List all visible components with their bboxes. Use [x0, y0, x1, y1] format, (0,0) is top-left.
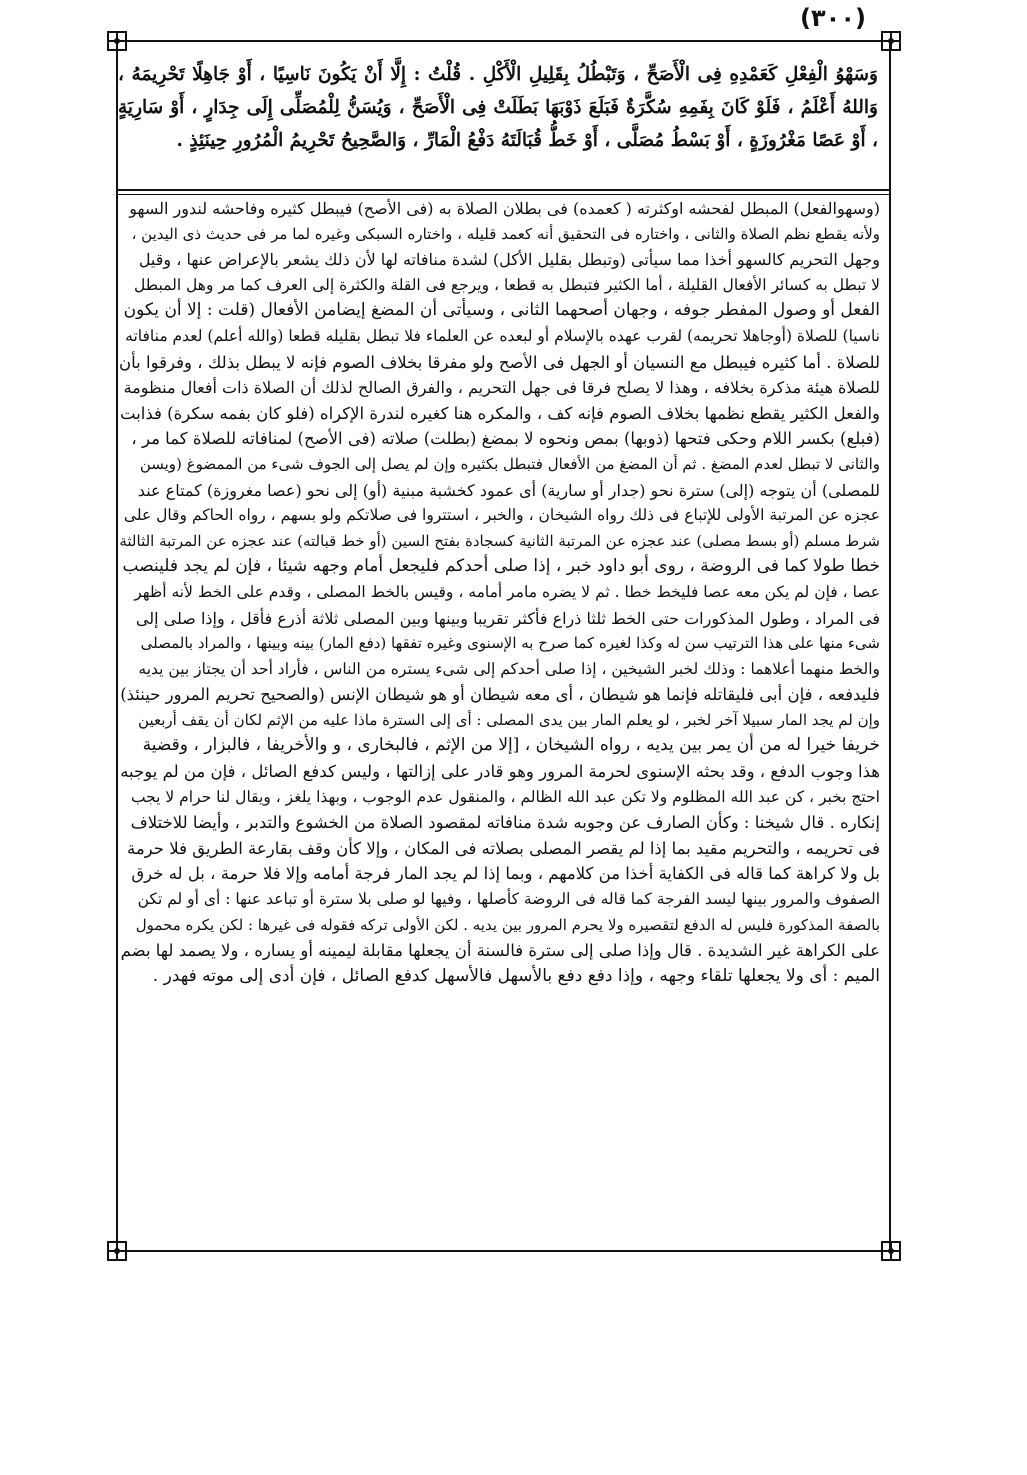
corner-ornament-icon — [880, 30, 902, 52]
commentary-line: فى المراد ، وطول المذكورات حتى الخط ثلثا ذراع فأكثر تقريبا وبينها وبين المصلى ثلاثة أذرع فأقل ، وإذا صلى إلى — [135, 608, 880, 628]
matn-divider-line-2 — [116, 194, 891, 195]
commentary-line: للصلاة . أما كثيره فيبطل مع النسيان أو الجهل فى الأصح ولو مفرقا بخلاف الصوم فإنه لا يبطل بذلك ، وفرقوا بأن — [119, 352, 880, 372]
commentary-line: والثانى لا تبطل لعدم المضغ . ثم أن المضغ من الأفعال فتبطل بكثيره وإن لم يصل إلى الجوف شىء من الممضوغ (ويسن — [139, 454, 880, 473]
commentary-line: الصفوف والمرور بينها ليسد الفرجة كما قاله فى الروضة كأصلها ، وفيها لو صلى بلا سترة أو تباعد عنها : أى أو لم تكن — [137, 890, 880, 909]
commentary-line: للمصلى) أن يتوجه (إلى) سترة نحو (جدار أو سارية) أى عمود كخشبة مبنية (أو) إلى نحو (عصا مغروزة) كمتاع عند — [137, 480, 880, 500]
matn-divider-line-1 — [116, 189, 891, 191]
sharh-commentary — [118, 196, 880, 1236]
commentary-line: بل ولا كراهة كما قاله فى الكفاية أخذا من كلامهم ، وبما إذا لم يجد المار فرجة أمامه وإلا فلا حرمة ، بل له خرق — [131, 864, 880, 884]
commentary-line: خريفا خيرا له من أن يمر بين يديه ، رواه الشيخان ، [إلا من الإثم ، فالبخارى ، و والأخريفا ، فالبزار ، وقضية — [142, 735, 880, 756]
frame-bottom-line — [116, 1250, 891, 1252]
commentary-line: فليدفعه ، فإن أبى فليقاتله فإنما هو شيطان ، أى معه شيطان أو هو شيطان الإنس (والصحيح تحريم المرور حينئذ) — [120, 685, 880, 705]
commentary-line: والخط منهما أعلاهما : وذلك لخبر الشيخين ، إذا صلى أحدكم إلى شىء يستره من الناس ، فأراد أحد أن يجتاز بين يديه — [138, 659, 880, 678]
commentary-line: على الكراهة غير الشديدة . قال وإذا صلى إلى سترة فالسنة أن يجعلها مقابلة ليمينه أو يساره ، ولا يصمد لها بضم — [120, 941, 880, 961]
commentary-line: خطا طولا كما فى الروضة ، روى أبو داود خبر ، إذا صلى أحدكم فليجعل أمام وجهه شيئا ، فإن لم يجد فلينصب — [122, 556, 880, 577]
frame-top-line — [116, 40, 891, 42]
commentary-line: عجزه عن المرتبة الأولى للإتباع فى ذلك رواه الشيخان ، والخبر ، استتروا فى صلاتكم ولو بسهم ، رواه الحاكم وقال على — [123, 506, 880, 525]
commentary-line: (وسهوالفعل) المبطل لفحشه اوكثرته ( كعمده) فى بطلان الصلاة به (فى الأصح) فيبطل كثيره وفاحشه لندور السهو — [129, 199, 880, 218]
commentary-line: لا تبطل به كسائر الأفعال القليلة ، أما الكثير فتبطل به قطعا ، ويرجع فى القلة والكثرة إلى العرف كما مر وهل المبطل — [134, 275, 880, 294]
commentary-line: الفعل أو وصول المفطر جوفه ، وجهان أصحهما الثانى ، وسيأتى أن المضغ إيضامن الأفعال (قلت : إلا أن يكون — [123, 300, 880, 321]
corner-ornament-icon — [106, 30, 128, 52]
corner-ornament-icon — [880, 1240, 902, 1262]
commentary-line: (فبلع) بكسر اللام وحكى فتحها (ذوبها) بمص ونحوه لا بمضغ (بطلت) صلاته (فى الأصح) لمنافاته للصلاة كما مر ، — [131, 429, 880, 449]
commentary-line: للصلاة هيئة مذكرة بخلافه ، وهذا لا يصلح فرقا فى جهل التحريم ، والفرق الصالح لذلك أن الصلاة ذات أفعال منظومة — [123, 378, 880, 398]
frame-right-line — [889, 40, 891, 1252]
commentary-line: عصا ، فإن لم يكن معه عصا فليخط خطا . ثم لا يضره مامر أمامه ، وقيس بالخط المصلى ، وقدم على الخط لأنه أظهر — [134, 582, 880, 601]
page-number: (٣٠٠) — [800, 4, 866, 32]
commentary-line: شىء منها على هذا الترتيب سن له وكذا لغيره كما صرح به الإسنوى وغيره تفقها (دفع المار) بينه وبينها ، والمراد بالمصلى — [140, 634, 880, 653]
commentary-line: والفعل الكثير يقطع نظمها بخلاف الصوم فإنه كف ، والمكره هنا كغيره لندرة الإكراه (فلو كان بفمه سكرة) فذابت — [120, 403, 880, 423]
commentary-line: وجهل التحريم كالسهو أخذا مما سيأتى (وتبطل بقليل الأكل) لشدة منافاته لها لأن ذلك يشعر بالإعراض عنها ، وقيل — [138, 250, 880, 270]
commentary-line: وإن لم يجد المار سبيلا آخر لخبر ، لو يعلم المار بين يدى المصلى : أى إلى السترة ماذا عليه من الإثم لكان أن يقف أربعين — [138, 710, 880, 729]
commentary-line: إنكاره . قال شيخنا : وكأن الصارف عن وجوبه شدة منافاته لمقصود الصلاة من الخشوع والتدبر ، وأيضا للاختلاف — [130, 813, 880, 833]
commentary-line: ولأنه يقطع نظم الصلاة والثانى ، واختاره فى التحقيق أنه كعمد قليله ، واختاره السبكى وغيره لما مر فى حديث ذى اليدين ، — [131, 224, 880, 243]
commentary-line: الميم : أى ولا يجعلها تلقاء وجهه ، وإذا دفع دفع بالأسهل فالأسهل كدفع الصائل ، فإن أدى إلى موته فهدر . — [152, 965, 880, 986]
commentary-line: فى تحريمه ، والتحريم مقيد بما إذا لم يقصر المصلى بصلاته فى المكان ، وإلا كأن وقف بقارعة الطريق فلا حرمة — [126, 838, 880, 858]
commentary-line: هذا وجوب الدفع ، وقد بحثه الإسنوى لحرمة المرور وهو قادر على إزالتها ، وليس كدفع الصائل ، فإن من لم يوجبه — [120, 762, 880, 782]
matn-text: وَسَهْوُ الْفِعْلِ كَعَمْدِهِ فِى الْأَصَحِّ ، وَتَبْطُلُ بِقَلِيلِ الْأَكْلِ . قُلْتُ : إِلَّا أَنْ يَكُونَ نَاسِيًا ، أَوْ جَاهِلًا تَحْرِيمَهُ ، وَاللهُ أَعْلَمُ ، فَلَوْ كَانَ بِفَمِهِ سُكَّرَةٌ فَبَلَعَ ذَوْبَهَا بَطَلَتْ فِى الْأَصَحِّ ، وَيُسَنُّ لِلْمُصَلِّى إِلَى جِدَارٍ ، أَوْ سَارِيَةٍ ، أَوْ عَصًا مَغْرُوزَةٍ ، أَوْ بَسْطُ مُصَلَّى ، أَوْ خَطُّ قُبَالَتَهُ دَفْعُ الْمَارِّ ، وَالصَّحِيحُ تَحْرِيمُ الْمُرُورِ حِينَئِذٍ . — [118, 64, 878, 151]
commentary-line: ناسيا) للصلاة (أوجاهلا تحريمه) لقرب عهده بالإسلام أو لبعده عن العلماء فلا تبطل بقليله قطعا (والله أعلم) لعدم منافاته — [125, 326, 880, 345]
commentary-line: احتج بخبر ، كن عبد الله المظلوم ولا تكن عبد الله الظالم ، والمنقول عدم الوجوب ، وبهذا يلغز ، ويقال لنا حرام لا يجب — [130, 787, 880, 806]
corner-ornament-icon — [106, 1240, 128, 1262]
commentary-line: بالصفة المذكورة فليس له الدفع لتقصيره ولا يحرم المرور بين يديه . لكن الأولى تركه فقوله فى غيرها : لكن يكره محمول — [135, 915, 880, 934]
commentary-line: شرط مسلم (أو بسط مصلى) عند عجزه عن المرتبة الثانية كسجادة بفتح السين (أو خط قبالته) عند عجزه عن المرتبة الثالثة — [119, 531, 880, 550]
